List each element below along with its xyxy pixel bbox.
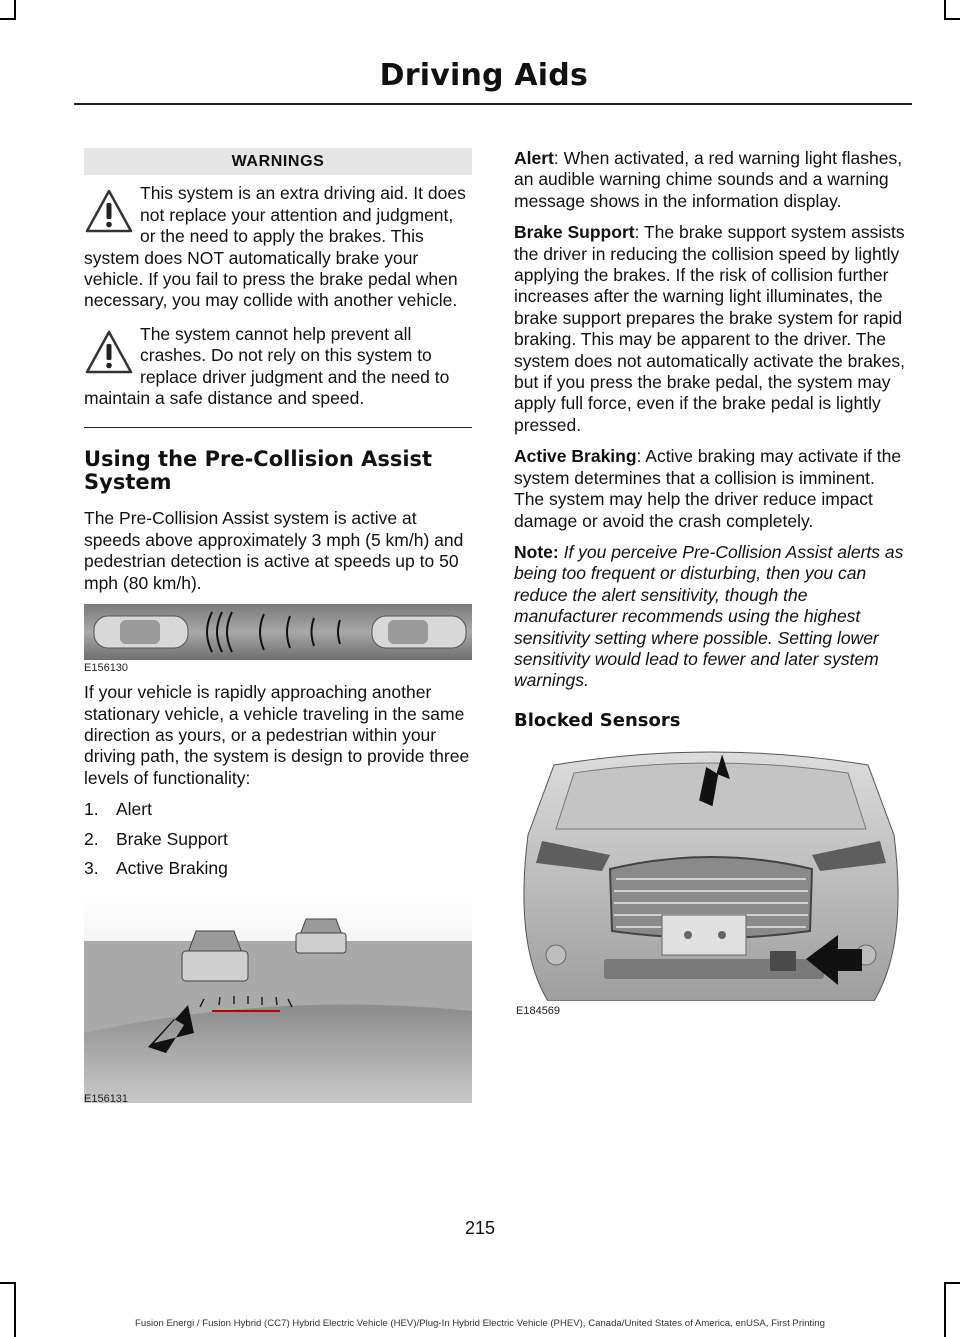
brake-support-paragraph: Brake Support: The brake support system assists the driver in reducing the collision speed by lightly applying the brakes. If the risk of collision further increases after the warning light illuminates, the brake support prepares the brake system for rapid braking. This may be apparent to the driver. The system does not automatically activate the brakes, but if you press the brake pedal, the system may apply full force, even if the brake pedal is lightly pressed. — [514, 222, 906, 435]
sensing-range-illustration — [84, 604, 472, 660]
active-braking-paragraph: Active Braking: Active braking may activate if the system determines that a collision is imminent. The system may help the driver reduce impact damage or avoid the crash completely. — [514, 446, 902, 531]
figure-label: E156131 — [84, 1093, 129, 1106]
figure-label: E184569 — [516, 1005, 561, 1018]
crop-mark — [14, 0, 16, 20]
page-title: Driving Aids — [379, 58, 588, 93]
list-item: 1. Alert — [84, 799, 152, 820]
levels-list — [84, 799, 472, 879]
warning-light-illustration — [84, 893, 472, 1103]
warning-text: The system cannot help prevent all crashes. Do not rely on this system to replace driver judgment and the need to maintain a safe distance and speed. — [84, 323, 450, 409]
crop-mark — [944, 0, 946, 20]
crop-mark — [0, 1282, 16, 1284]
figure-label: E156130 — [84, 662, 129, 675]
list-item: 2. Brake Support — [84, 828, 228, 849]
figure-blocked-sensors — [514, 745, 908, 1018]
car-top-view — [372, 616, 466, 648]
footer-text: Fusion Energi / Fusion Hybrid (CC7) Hybrid Electric Vehicle (HEV)/Plug-In Hybrid Electric Vehicle (PHEV), Canada/United States of America, enUSA, First Printing — [135, 1318, 825, 1329]
warning-item — [84, 183, 472, 311]
left-column — [84, 148, 472, 1121]
car-top-view — [94, 616, 188, 648]
blocked-sensors-title: Blocked Sensors — [514, 709, 681, 731]
warning-text: This system is an extra driving aid. It does not replace your attention and judgment, or the need to apply the brakes. This system does NOT automatically brake your vehicle. If you fail to press the brake pedal when necessary, you may collide with another vehicle. — [84, 183, 466, 311]
warnings-divider — [84, 427, 472, 428]
crop-mark — [0, 18, 16, 20]
list-item: 3. Active Braking — [84, 857, 228, 878]
header-divider — [74, 103, 912, 105]
right-column — [514, 148, 908, 1027]
warning-triangle-icon — [84, 328, 134, 376]
warnings-heading: WARNINGS — [84, 148, 472, 175]
page-number: 215 — [464, 1218, 496, 1238]
warning-triangle-icon — [84, 187, 134, 235]
note-paragraph: Note: If you perceive Pre-Collision Assist alerts as being too frequent or disturbing, then you can reduce the alert sensitivity, though the manufacturer recommends using the highest sensitivity setting where possible. Setting lower sensitivity would lead to fewer and later system warnings. — [514, 541, 904, 691]
crop-mark — [944, 18, 960, 20]
section-title: Using the Pre-Collision Assist System — [84, 447, 433, 495]
functionality-paragraph: If your vehicle is rapidly approaching another stationary vehicle, a vehicle traveling in the same direction as yours, or a pedestrian within your driving path, the system is design to provide three levels of functionality: — [84, 682, 470, 788]
warning-item — [84, 324, 472, 410]
crop-mark — [944, 1282, 960, 1284]
figure-warning-light — [84, 893, 472, 1109]
car-front-illustration — [514, 745, 908, 1001]
figure-sensing-range — [84, 604, 472, 675]
intro-paragraph: The Pre-Collision Assist system is active at speeds above approximately 3 mph (5 km/h) and pedestrian detection is active at speeds up to 50 mph (80 km/h). — [84, 508, 464, 593]
alert-paragraph: Alert: When activated, a red warning light flashes, an audible warning chime sounds and a warning message shows in the information display. — [514, 148, 903, 211]
